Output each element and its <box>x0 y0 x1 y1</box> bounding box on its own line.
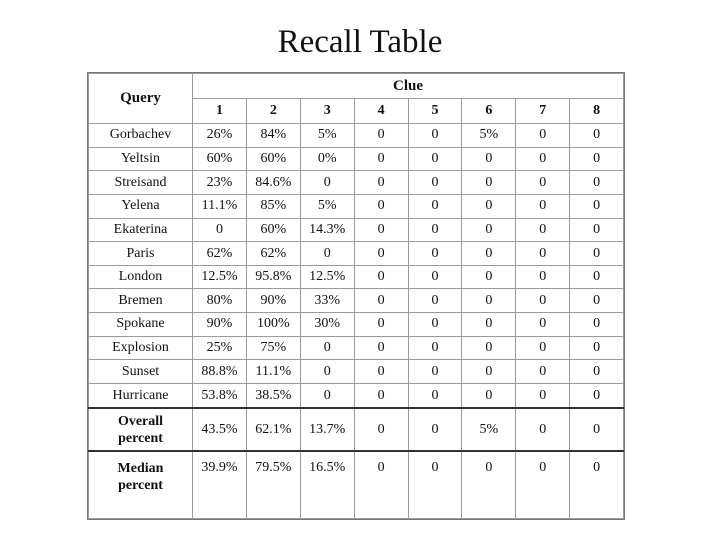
clue-number-header: 6 <box>462 99 516 124</box>
recall-value-cell: 30% <box>300 313 354 337</box>
recall-value-cell: 0 <box>462 336 516 360</box>
summary-value-cell: 13.7% <box>300 408 354 451</box>
recall-value-cell: 0 <box>354 384 408 408</box>
summary-value-cell: 39.9% <box>193 451 247 519</box>
summary-value-cell: 79.5% <box>246 451 300 519</box>
recall-value-cell: 100% <box>246 313 300 337</box>
recall-value-cell: 0 <box>300 242 354 266</box>
recall-value-cell: 0 <box>408 289 462 313</box>
recall-value-cell: 0 <box>516 242 570 266</box>
recall-value-cell: 23% <box>193 171 247 195</box>
recall-value-cell: 0 <box>354 289 408 313</box>
query-cell: Bremen <box>89 289 193 313</box>
recall-value-cell: 0 <box>462 384 516 408</box>
query-cell: Hurricane <box>89 384 193 408</box>
summary-value-cell: 0 <box>570 408 624 451</box>
query-cell: London <box>89 265 193 289</box>
recall-value-cell: 0 <box>516 360 570 384</box>
query-cell: Gorbachev <box>89 124 193 148</box>
recall-value-cell: 0 <box>462 360 516 384</box>
recall-value-cell: 0 <box>462 313 516 337</box>
recall-value-cell: 60% <box>246 147 300 171</box>
recall-value-cell: 12.5% <box>300 265 354 289</box>
recall-value-cell: 0 <box>570 124 624 148</box>
recall-value-cell: 0 <box>354 124 408 148</box>
recall-value-cell: 0 <box>408 147 462 171</box>
summary-value-cell: 0 <box>462 451 516 519</box>
recall-value-cell: 0 <box>408 265 462 289</box>
recall-value-cell: 0 <box>300 384 354 408</box>
table-row <box>89 313 624 337</box>
recall-value-cell: 0 <box>408 360 462 384</box>
recall-value-cell: 0 <box>516 218 570 242</box>
recall-value-cell: 0 <box>408 242 462 266</box>
recall-table-container <box>87 72 625 520</box>
recall-value-cell: 0 <box>354 313 408 337</box>
query-cell: Ekaterina <box>89 218 193 242</box>
query-cell: Yeltsin <box>89 147 193 171</box>
clue-number-header: 5 <box>408 99 462 124</box>
recall-value-cell: 0 <box>462 171 516 195</box>
summary-label-line2: percent <box>118 478 163 493</box>
recall-value-cell: 0 <box>516 289 570 313</box>
recall-value-cell: 14.3% <box>300 218 354 242</box>
recall-value-cell: 12.5% <box>193 265 247 289</box>
table-row <box>89 242 624 266</box>
recall-value-cell: 0 <box>516 124 570 148</box>
table-row <box>89 171 624 195</box>
recall-table <box>88 73 624 519</box>
summary-label-cell <box>89 408 193 451</box>
recall-value-cell: 0 <box>354 360 408 384</box>
table-row <box>89 218 624 242</box>
clue-number-header: 7 <box>516 99 570 124</box>
table-row <box>89 360 624 384</box>
clue-number-header: 4 <box>354 99 408 124</box>
recall-value-cell: 0 <box>462 242 516 266</box>
summary-value-cell: 0 <box>354 408 408 451</box>
recall-value-cell: 0 <box>516 336 570 360</box>
recall-value-cell: 0 <box>300 336 354 360</box>
recall-value-cell: 25% <box>193 336 247 360</box>
recall-value-cell: 0 <box>462 218 516 242</box>
clue-number-header: 2 <box>246 99 300 124</box>
slide-title: Recall Table <box>277 24 443 60</box>
recall-value-cell: 11.1% <box>193 194 247 218</box>
recall-value-cell: 84.6% <box>246 171 300 195</box>
summary-value-cell: 0 <box>516 451 570 519</box>
recall-value-cell: 0 <box>570 265 624 289</box>
summary-row <box>89 408 624 451</box>
summary-label-line1: Median <box>117 461 164 476</box>
recall-value-cell: 0 <box>516 147 570 171</box>
summary-label-cell <box>89 451 193 519</box>
recall-value-cell: 5% <box>300 194 354 218</box>
recall-value-cell: 0 <box>300 171 354 195</box>
recall-value-cell: 84% <box>246 124 300 148</box>
recall-value-cell: 0 <box>570 242 624 266</box>
recall-value-cell: 0 <box>570 384 624 408</box>
recall-value-cell: 95.8% <box>246 265 300 289</box>
table-row <box>89 289 624 313</box>
recall-value-cell: 0 <box>300 360 354 384</box>
recall-value-cell: 75% <box>246 336 300 360</box>
recall-value-cell: 5% <box>300 124 354 148</box>
summary-value-cell: 43.5% <box>193 408 247 451</box>
query-cell: Spokane <box>89 313 193 337</box>
summary-value-cell: 0 <box>570 451 624 519</box>
recall-value-cell: 0 <box>516 384 570 408</box>
recall-value-cell: 0 <box>570 289 624 313</box>
query-column-header: Query <box>89 74 193 124</box>
recall-value-cell: 0 <box>408 171 462 195</box>
recall-value-cell: 0% <box>300 147 354 171</box>
summary-label-line1: Overall <box>117 413 164 429</box>
recall-value-cell: 0 <box>354 147 408 171</box>
query-cell: Yelena <box>89 194 193 218</box>
recall-value-cell: 0 <box>354 171 408 195</box>
recall-value-cell: 0 <box>354 218 408 242</box>
recall-value-cell: 0 <box>462 194 516 218</box>
clue-column-header: Clue <box>193 74 624 99</box>
recall-value-cell: 62% <box>193 242 247 266</box>
recall-value-cell: 0 <box>570 147 624 171</box>
summary-value-cell: 5% <box>462 408 516 451</box>
recall-value-cell: 0 <box>408 384 462 408</box>
table-row <box>89 147 624 171</box>
recall-value-cell: 62% <box>246 242 300 266</box>
summary-label-line2: percent <box>118 430 163 446</box>
table-row <box>89 384 624 408</box>
summary-value-cell: 16.5% <box>300 451 354 519</box>
recall-value-cell: 0 <box>408 313 462 337</box>
query-cell: Explosion <box>89 336 193 360</box>
recall-value-cell: 60% <box>246 218 300 242</box>
query-cell: Streisand <box>89 171 193 195</box>
recall-value-cell: 0 <box>570 194 624 218</box>
recall-value-cell: 26% <box>193 124 247 148</box>
table-row <box>89 265 624 289</box>
recall-value-cell: 0 <box>354 242 408 266</box>
recall-value-cell: 0 <box>516 265 570 289</box>
recall-value-cell: 0 <box>516 313 570 337</box>
recall-value-cell: 0 <box>516 194 570 218</box>
recall-value-cell: 80% <box>193 289 247 313</box>
recall-value-cell: 85% <box>246 194 300 218</box>
summary-row <box>89 451 624 519</box>
recall-value-cell: 0 <box>516 171 570 195</box>
recall-value-cell: 90% <box>246 289 300 313</box>
recall-value-cell: 88.8% <box>193 360 247 384</box>
recall-value-cell: 0 <box>462 289 516 313</box>
recall-value-cell: 0 <box>570 171 624 195</box>
summary-value-cell: 0 <box>516 408 570 451</box>
table-row <box>89 336 624 360</box>
recall-value-cell: 0 <box>193 218 247 242</box>
recall-value-cell: 0 <box>408 194 462 218</box>
recall-value-cell: 0 <box>570 218 624 242</box>
clue-number-header: 1 <box>193 99 247 124</box>
recall-value-cell: 33% <box>300 289 354 313</box>
recall-value-cell: 0 <box>354 194 408 218</box>
summary-value-cell: 0 <box>408 408 462 451</box>
recall-value-cell: 53.8% <box>193 384 247 408</box>
summary-value-cell: 62.1% <box>246 408 300 451</box>
table-row <box>89 124 624 148</box>
query-cell: Paris <box>89 242 193 266</box>
recall-value-cell: 90% <box>193 313 247 337</box>
query-cell: Sunset <box>89 360 193 384</box>
summary-value-cell: 0 <box>354 451 408 519</box>
recall-value-cell: 11.1% <box>246 360 300 384</box>
recall-value-cell: 0 <box>570 336 624 360</box>
recall-value-cell: 0 <box>570 313 624 337</box>
summary-value-cell: 0 <box>408 451 462 519</box>
recall-value-cell: 5% <box>462 124 516 148</box>
clue-number-header: 3 <box>300 99 354 124</box>
recall-value-cell: 38.5% <box>246 384 300 408</box>
recall-value-cell: 0 <box>408 336 462 360</box>
clue-number-header: 8 <box>570 99 624 124</box>
recall-value-cell: 0 <box>354 265 408 289</box>
recall-value-cell: 0 <box>462 265 516 289</box>
recall-value-cell: 0 <box>462 147 516 171</box>
table-row <box>89 194 624 218</box>
recall-value-cell: 60% <box>193 147 247 171</box>
recall-value-cell: 0 <box>354 336 408 360</box>
recall-value-cell: 0 <box>408 218 462 242</box>
recall-value-cell: 0 <box>408 124 462 148</box>
table-body <box>89 124 624 519</box>
recall-value-cell: 0 <box>570 360 624 384</box>
